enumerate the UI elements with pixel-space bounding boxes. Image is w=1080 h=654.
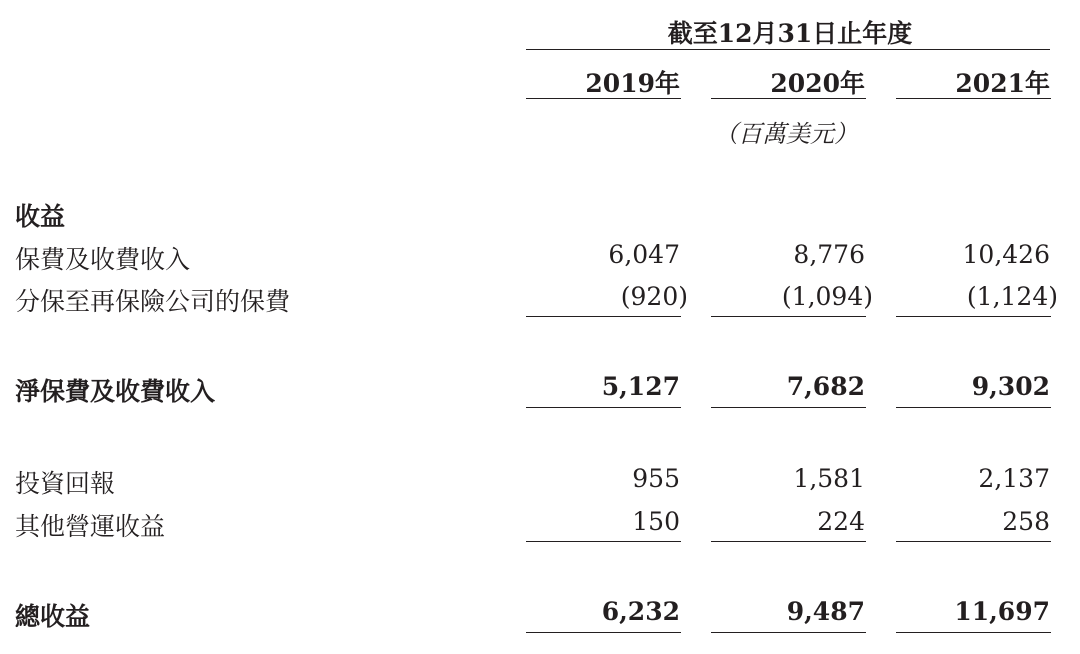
total-rule-2020 <box>711 632 866 633</box>
year-underline-2020 <box>711 98 866 99</box>
value-investment-2019: 955 <box>632 464 680 493</box>
other-rule-2021 <box>896 541 1051 542</box>
net-rule-2019 <box>526 407 681 408</box>
net-rule-2020 <box>711 407 866 408</box>
revenue-heading: 收益 <box>15 202 66 231</box>
value-other-2020: 224 <box>817 507 865 536</box>
value-net-2020: 7,682 <box>786 372 865 401</box>
value-ceded-2020: (1,094) <box>781 282 873 311</box>
subtotal-rule-2021 <box>896 316 1051 317</box>
row-label-net-premiums: 淨保費及收費收入 <box>15 377 216 406</box>
other-rule-2019 <box>526 541 681 542</box>
other-rule-2020 <box>711 541 866 542</box>
value-net-2021: 9,302 <box>971 372 1050 401</box>
row-label-total-revenue: 總收益 <box>15 602 91 631</box>
year-2020-header: 2020年 <box>770 69 865 98</box>
value-ceded-2019: (920) <box>620 282 688 311</box>
row-label-ceded: 分保至再保險公司的保費 <box>15 287 291 316</box>
value-total-2021: 11,697 <box>954 597 1050 626</box>
period-header: 截至12月31日止年度 <box>667 19 913 48</box>
value-other-2021: 258 <box>1002 507 1050 536</box>
value-premiums-2019: 6,047 <box>608 240 680 269</box>
value-premiums-2020: 8,776 <box>793 240 865 269</box>
value-premiums-2021: 10,426 <box>962 240 1050 269</box>
value-total-2020: 9,487 <box>786 597 865 626</box>
subtotal-rule-2020 <box>711 316 866 317</box>
value-investment-2021: 2,137 <box>978 464 1050 493</box>
total-rule-2019 <box>526 632 681 633</box>
value-total-2019: 6,232 <box>601 597 680 626</box>
period-underline <box>526 49 1050 50</box>
net-rule-2021 <box>896 407 1051 408</box>
unit-label: （百萬美元） <box>714 120 858 148</box>
row-label-other-operating: 其他營運收益 <box>15 512 166 541</box>
year-underline-2019 <box>526 98 681 99</box>
value-other-2019: 150 <box>632 507 680 536</box>
year-2019-header: 2019年 <box>585 69 680 98</box>
value-investment-2020: 1,581 <box>793 464 865 493</box>
year-2021-header: 2021年 <box>955 69 1050 98</box>
year-underline-2021 <box>896 98 1051 99</box>
row-label-premiums: 保費及收費收入 <box>15 245 191 274</box>
value-ceded-2021: (1,124) <box>966 282 1058 311</box>
subtotal-rule-2019 <box>526 316 681 317</box>
value-net-2019: 5,127 <box>601 372 680 401</box>
row-label-investment: 投資回報 <box>15 469 116 498</box>
total-rule-2021 <box>896 632 1051 633</box>
